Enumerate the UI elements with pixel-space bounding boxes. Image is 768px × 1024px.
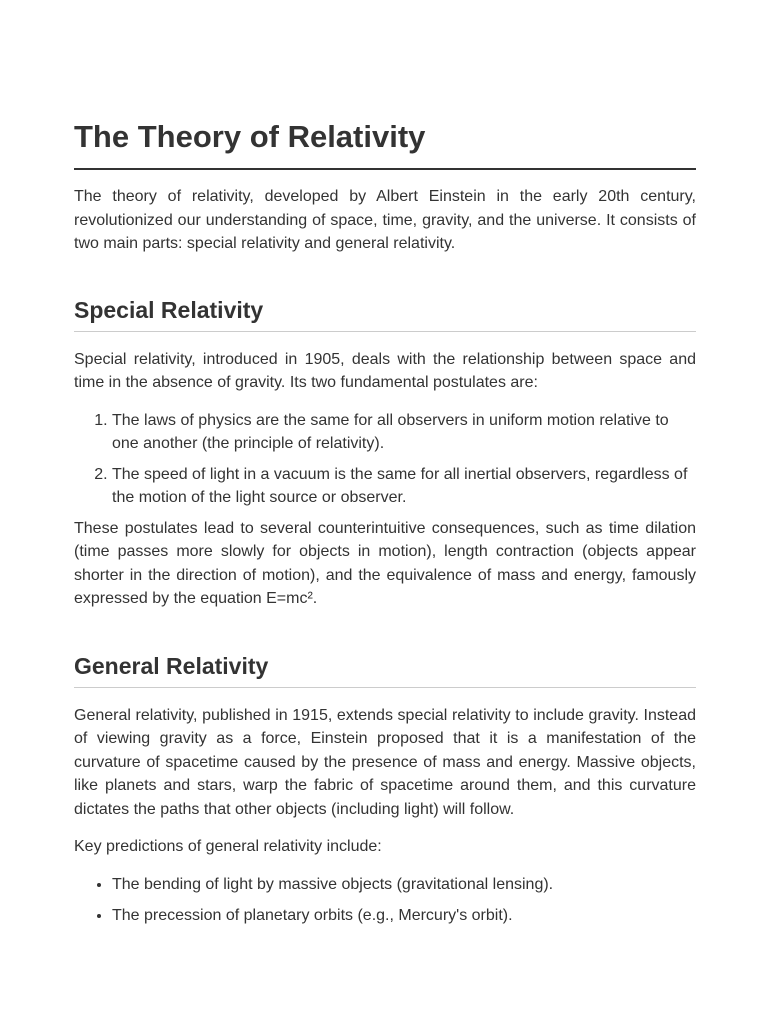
intro-paragraph: The theory of relativity, developed by Albert Einstein in the early 20th century, revolutionized our understanding of space, time, gravity, and the universe. It consists of two main parts: special relativity and general relativity. xyxy=(74,188,696,252)
list-item: • The bending of light by massive objects (gravitational lensing). xyxy=(112,873,696,897)
postulates-list xyxy=(74,409,696,510)
general-relativity-section xyxy=(74,651,696,928)
list-item: 2. The speed of light in a vacuum is the same for all inertial observers, regardless of the motion of the light source or observer. xyxy=(112,463,696,510)
predictions-list xyxy=(74,873,696,928)
predictions-intro: Key predictions of general relativity include: xyxy=(74,838,382,855)
page-title: The Theory of Relativity xyxy=(74,0,696,170)
list-item: • The precession of planetary orbits (e.g., Mercury's orbit). xyxy=(112,904,696,928)
consequences-paragraph: These postulates lead to several counterintuitive consequences, such as time dilation (time passes more slowly for objects in motion), length contraction (objects appear shorter in the direction of motion), and the equivalence of mass and energy, famously expressed by the equation E=mc². xyxy=(74,519,696,607)
special-relativity-paragraph: Special relativity, introduced in 1905, deals with the relationship between space and time in the absence of gravity. Its two fundamental postulates are: xyxy=(74,350,696,391)
list-item: 1. The laws of physics are the same for all observers in uniform motion relative to one another (the principle of relativity). xyxy=(112,409,696,456)
special-relativity-section xyxy=(74,295,696,611)
general-relativity-paragraph: General relativity, published in 1915, extends special relativity to include gravity. Instead of viewing gravity as a force, Einstein proposed that it is a manifestation of the curvature of spacetime caused by the presence of mass and energy. Massive objects, like planets and stars, warp the fabric of spacetime around them, and this curvature dictates the paths that other objects (including light) will follow. xyxy=(74,706,696,818)
general-relativity-heading: General Relativity xyxy=(74,651,696,688)
special-relativity-heading: Special Relativity xyxy=(74,295,696,332)
